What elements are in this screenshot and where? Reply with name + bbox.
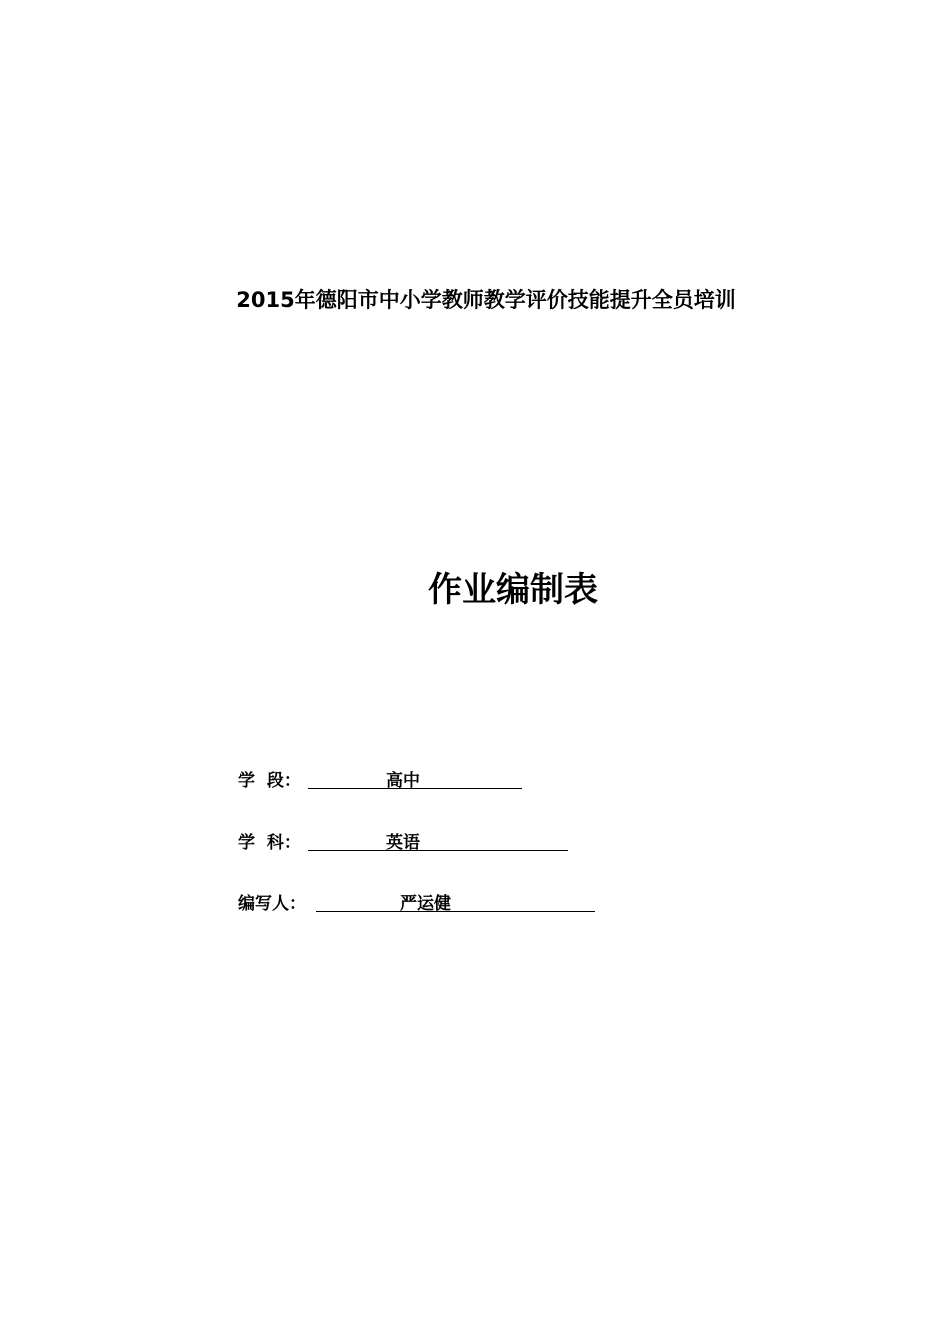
field-author-underline <box>316 889 595 912</box>
main-title: 作业编制表 <box>428 570 598 610</box>
field-subject-underline <box>308 828 568 851</box>
field-author-label: 编写人： <box>238 894 306 914</box>
field-subject-label: 学 科： <box>238 833 301 853</box>
field-author-value: 严运健 <box>400 894 451 914</box>
field-subject-value: 英语 <box>386 833 420 853</box>
header-title: 2015年德阳市中小学教师教学评价技能提升全员培训 <box>236 288 736 312</box>
field-stage-label: 学 段： <box>238 771 301 791</box>
field-stage-value: 高中 <box>386 771 420 791</box>
